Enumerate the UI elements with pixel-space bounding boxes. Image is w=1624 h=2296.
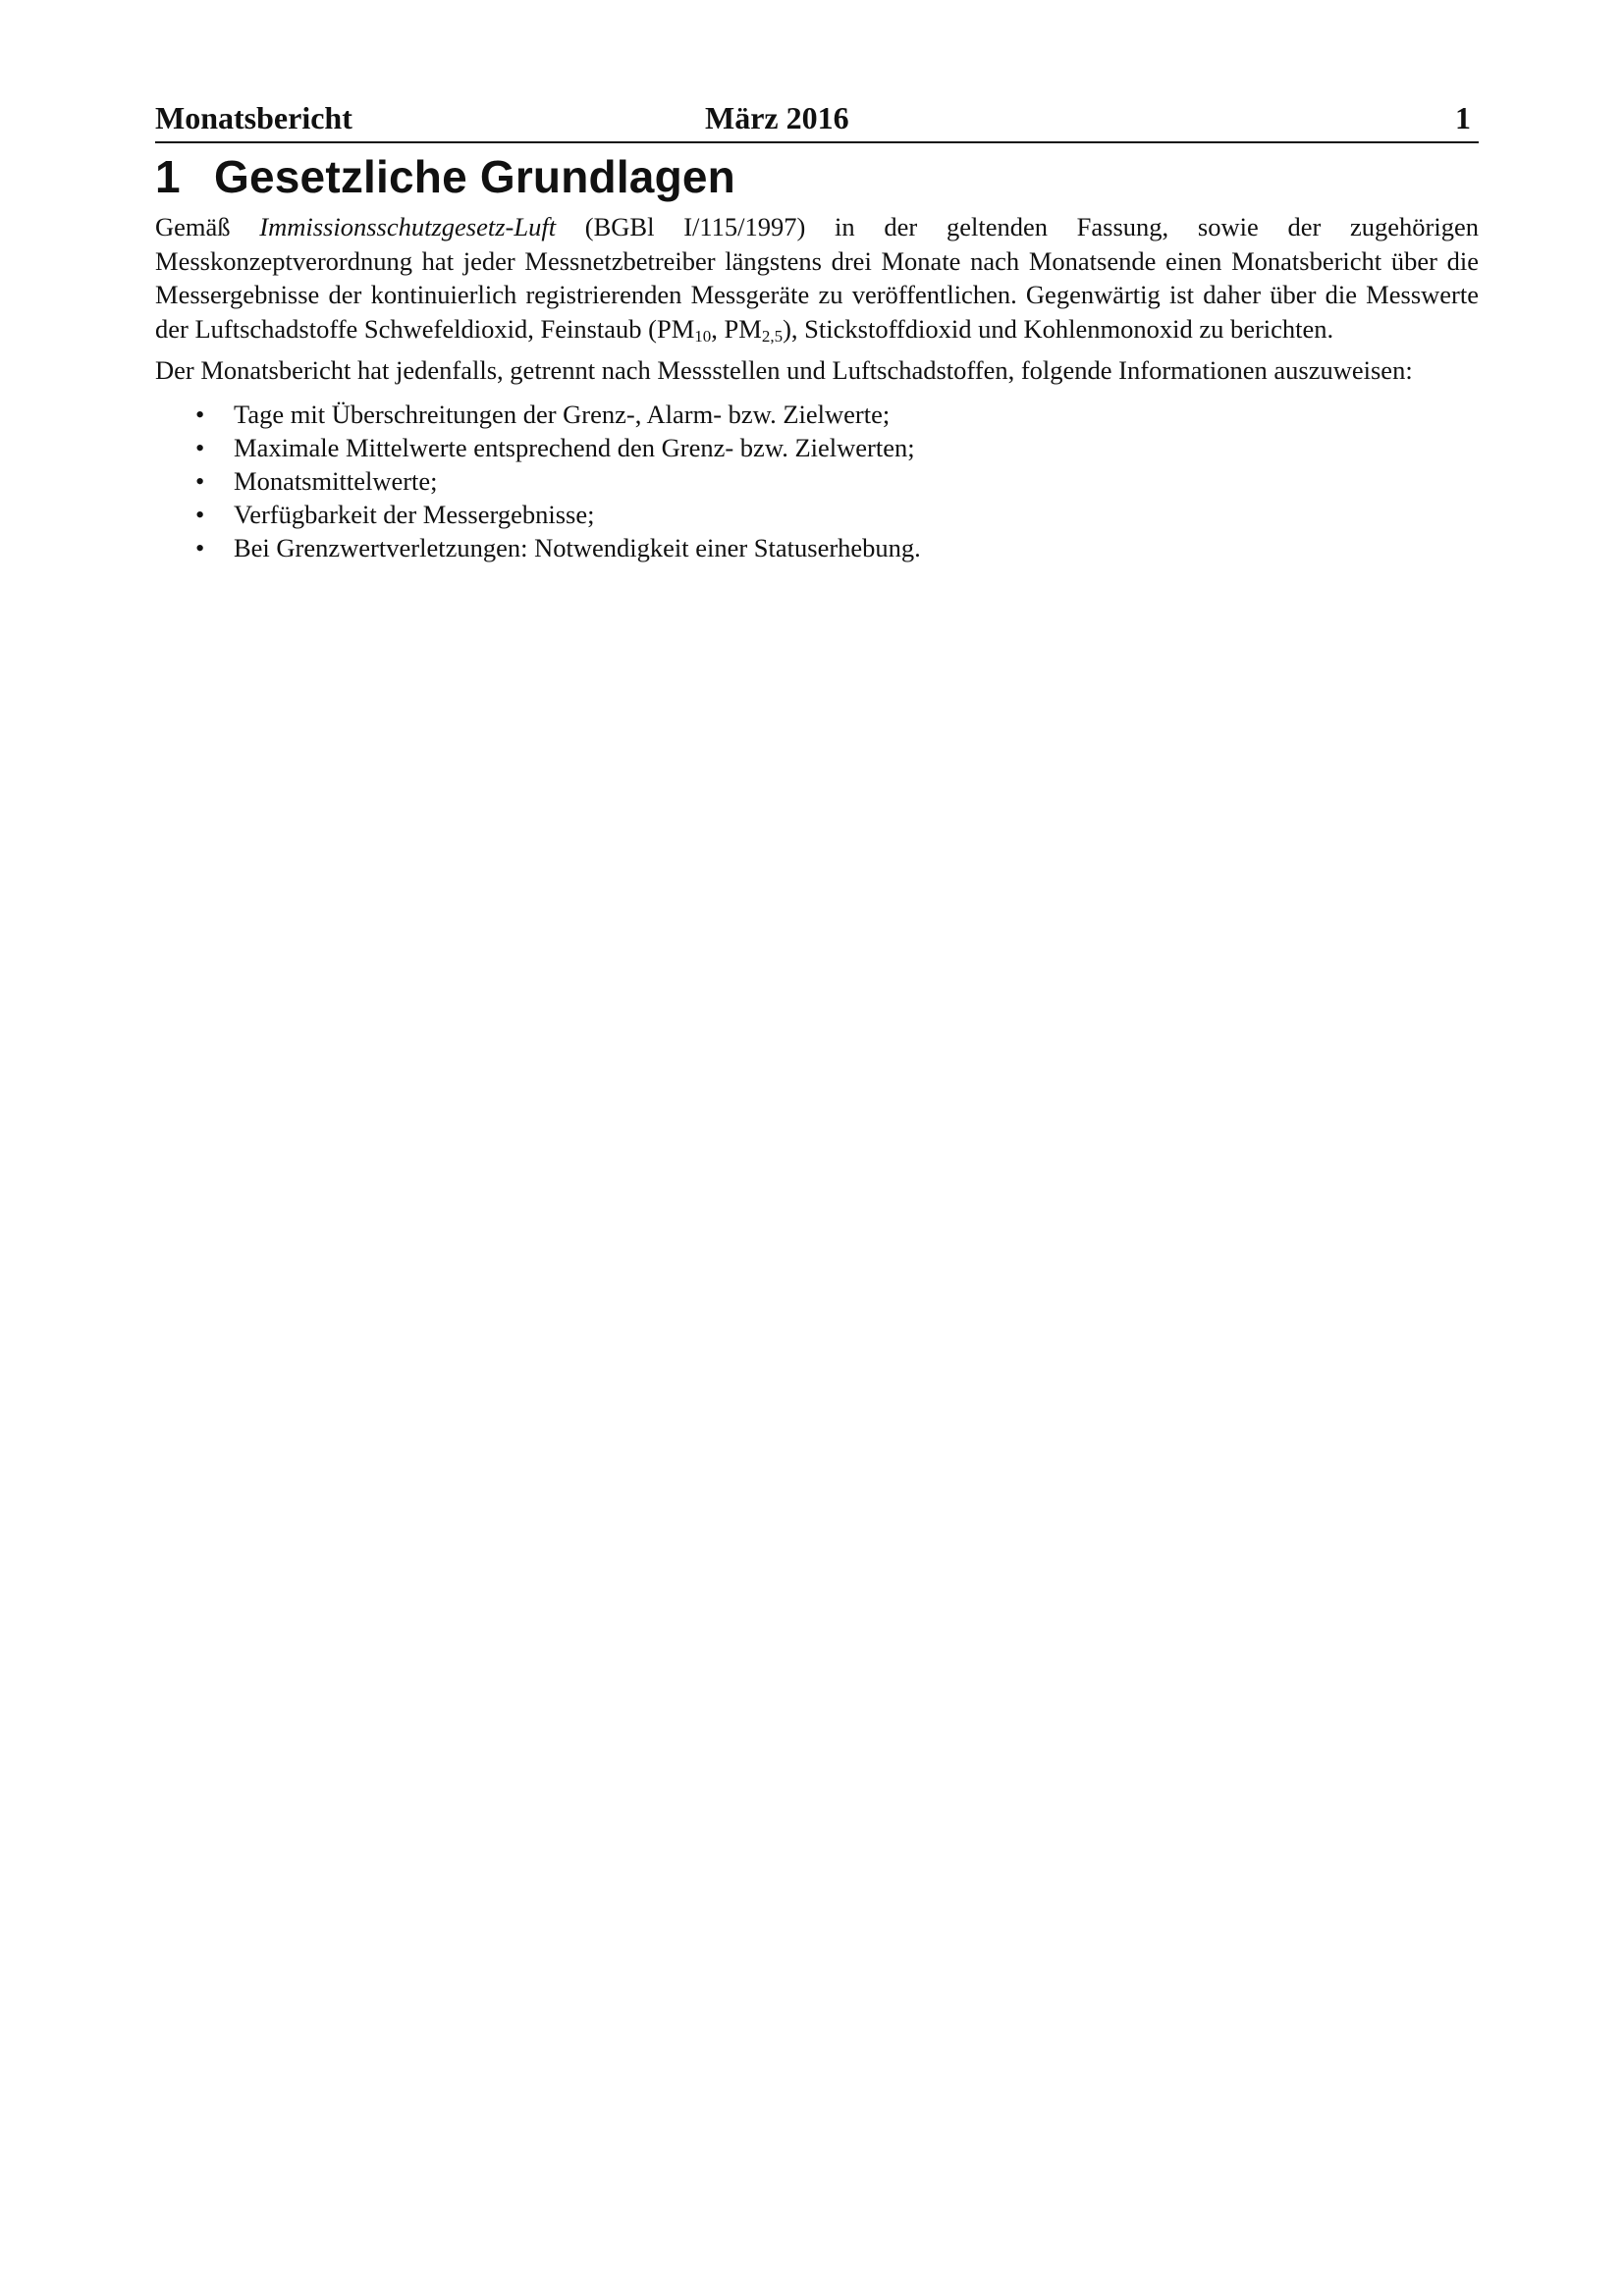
paragraph-legal-basis [155,210,1479,346]
list-item-text: Maximale Mittelwerte entsprechend den Grenz- bzw. Zielwerten; [234,432,915,462]
header-page-number: 1 [1455,100,1471,135]
required-information-list [155,398,1479,564]
paragraph-text: , PM [711,313,762,344]
list-item [155,464,1479,498]
subscript-pm25: 2,5 [761,326,784,346]
list-item-text: Bei Grenzwertverletzungen: Notwendigkeit einer Statuserhebung. [234,532,921,562]
paragraph-report-content: Der Monatsbericht hat jedenfalls, getrennt nach Messstellen und Luftschadstoffen, folgende Informationen auszuweisen: [155,355,1413,385]
section-number: 1 [155,151,181,202]
paragraph-text: ), Stickstoffdioxid und Kohlenmonoxid zu berichten. [783,313,1334,344]
bullet-icon: • [195,465,205,496]
list-item-text: Verfügbarkeit der Messergebnisse; [234,499,595,529]
document-page [155,94,1479,564]
list-item [155,498,1479,531]
bullet-icon: • [195,399,205,429]
section-heading [155,147,1479,206]
bullet-icon: • [195,532,205,562]
bullet-icon: • [195,432,205,462]
subscript-pm10: 10 [694,326,712,346]
list-item [155,398,1479,431]
list-item-text: Monatsmittelwerte; [234,465,438,496]
header-report-date: März 2016 [705,100,849,135]
section-title: Gesetzliche Grundlagen [214,151,735,202]
law-name: Immissionsschutzgesetz-Luft [259,212,557,241]
paragraph-text: Gemäß [155,212,260,241]
list-item-text: Tage mit Überschreitungen der Grenz-, Alarm- bzw. Zielwerte; [234,399,891,429]
paragraph-text: (BGBl I/115/1997) in der geltenden Fassung, sowie der zugehörigen Messkonzeptverordnung hat jeder Messnetzbetreiber längstens drei Monate nach Monatsende einen Monatsbericht über die Messergebnisse der kontinuierlich registrierenden Messgeräte zu veröffentlichen. Gegenwärtig ist daher über die Messwerte der Luftschadstoffe Schwefeldioxid, Feinstaub (PM [155,212,1479,344]
list-item [155,431,1479,464]
running-header [155,94,1479,143]
bullet-icon: • [195,499,205,529]
list-item [155,531,1479,564]
header-report-title: Monatsbericht [155,100,352,135]
